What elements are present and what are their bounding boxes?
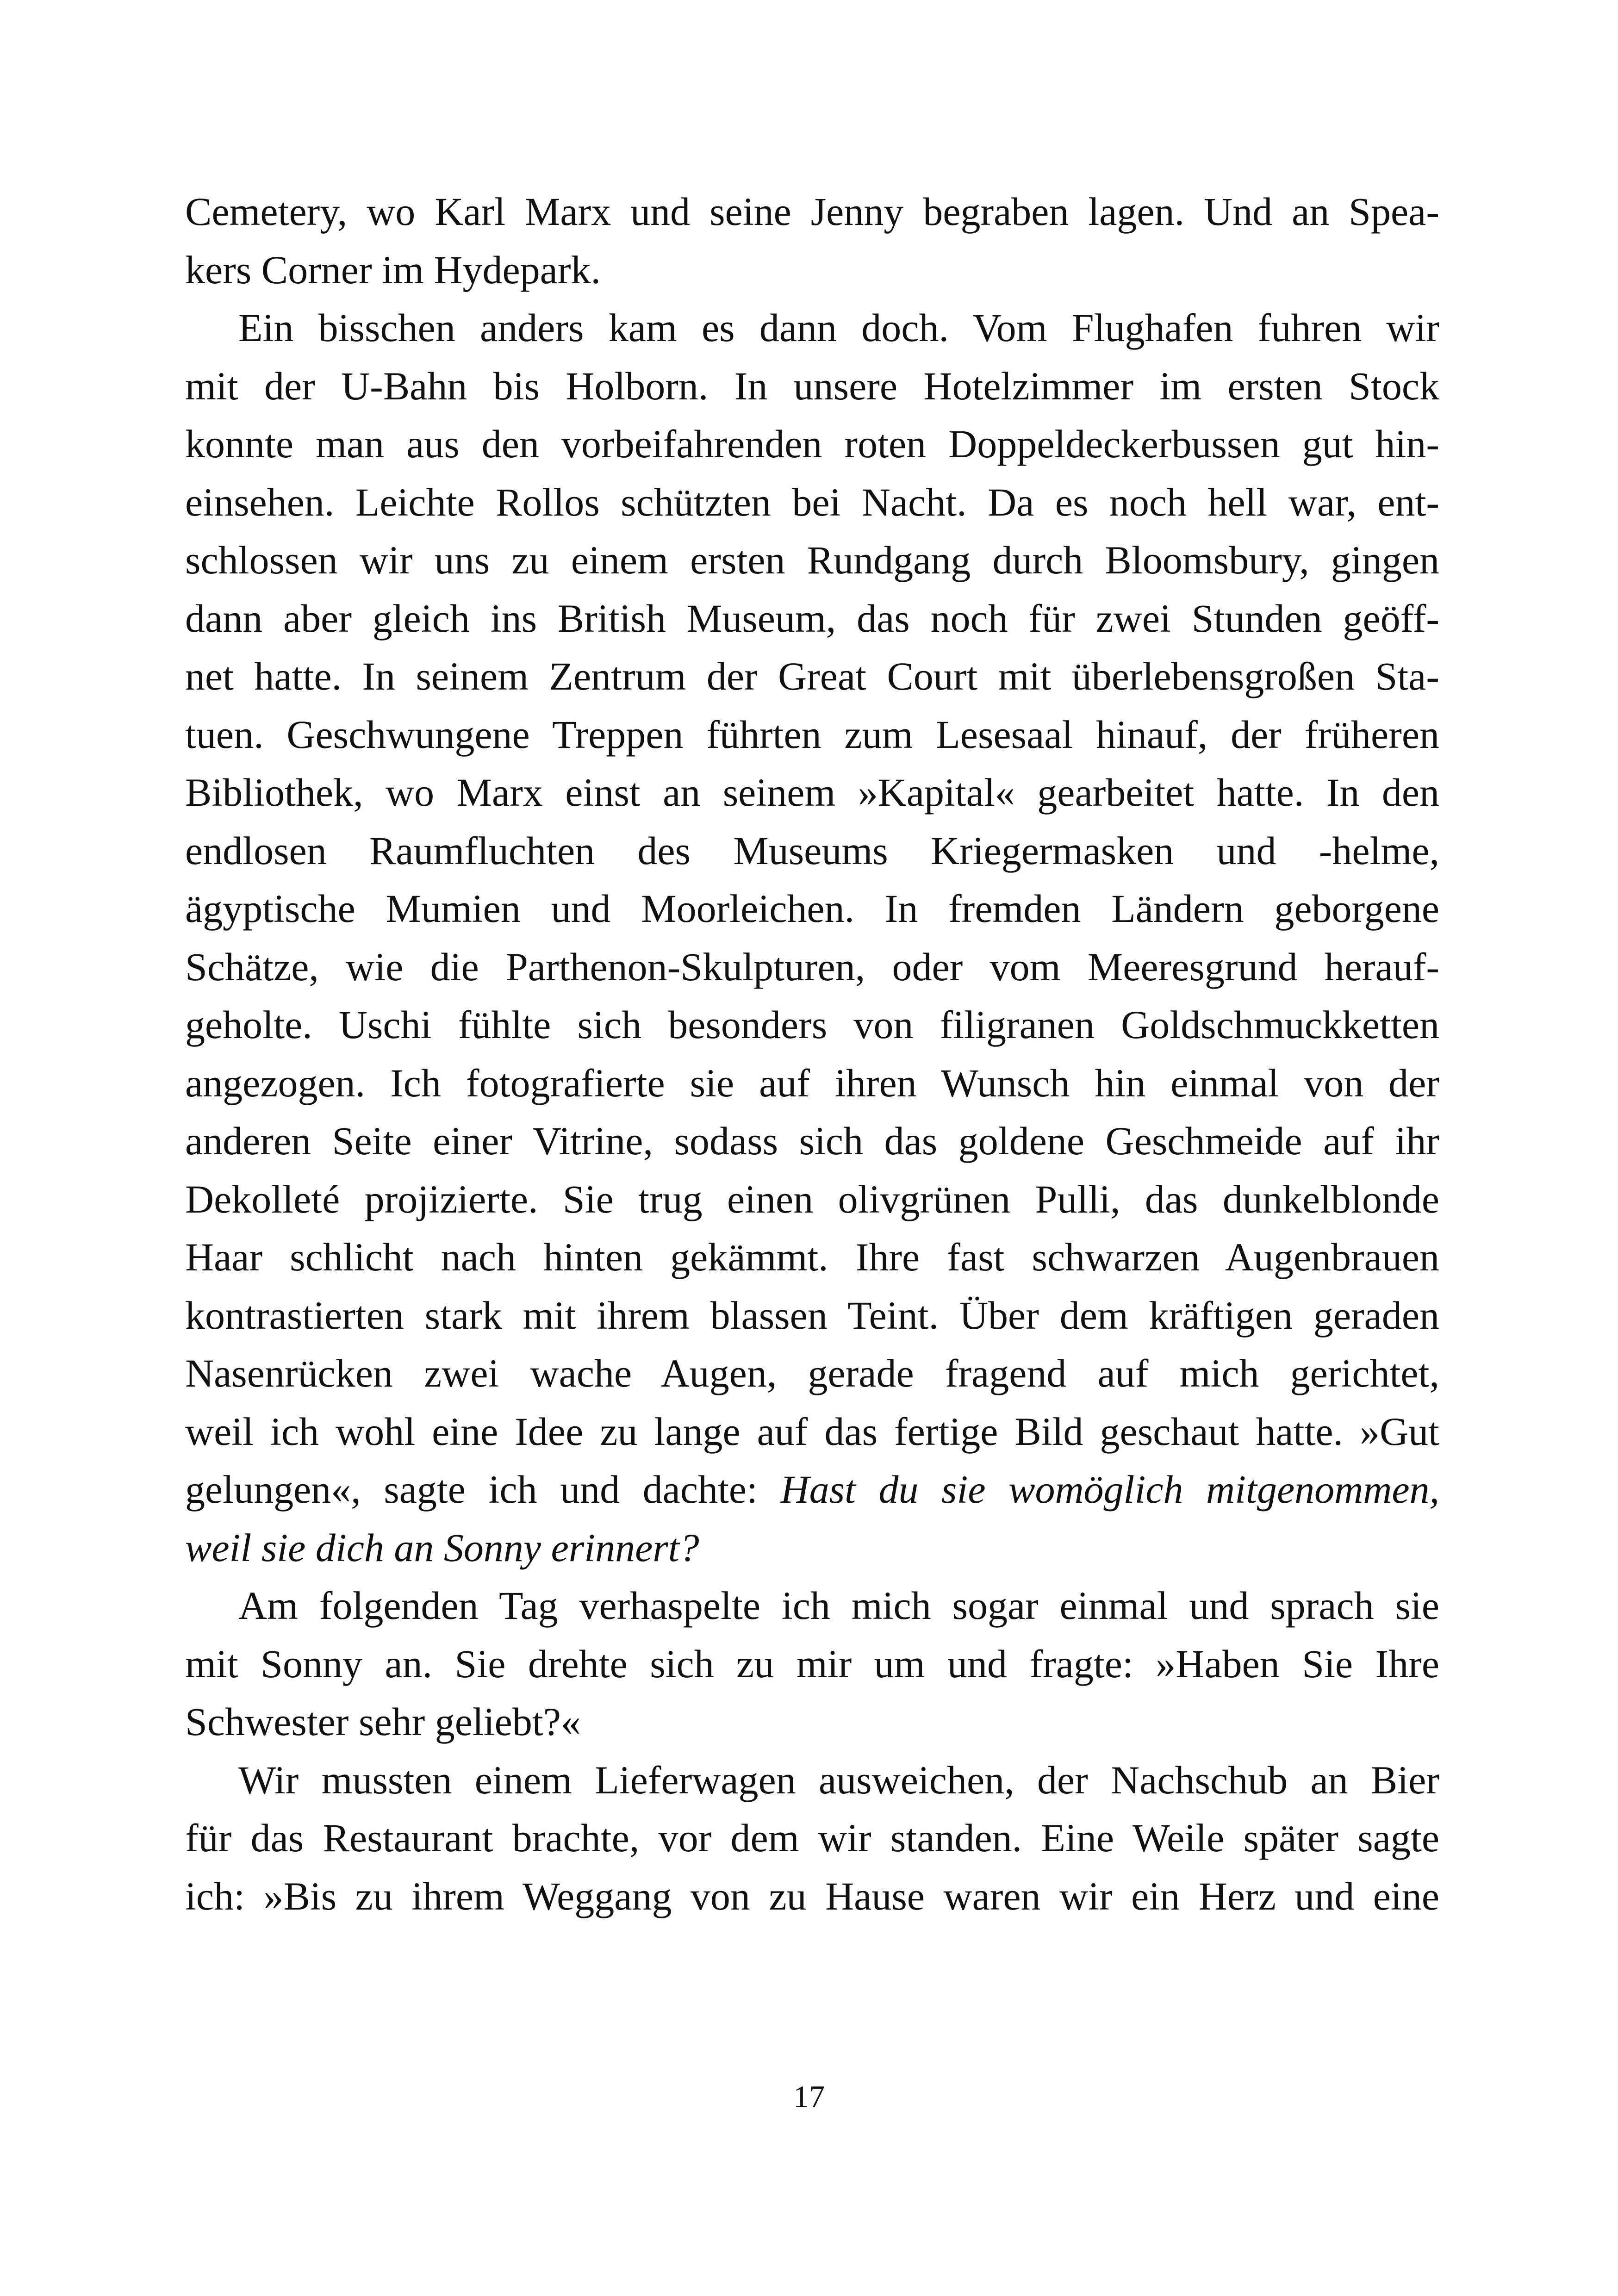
- text-line: anderen Seite einer Vitrine, sodass sich das goldene Geschmeide auf ihr: [185, 1119, 1439, 1163]
- text-roman: gelungen«, sagte ich und dachte:: [185, 1467, 781, 1512]
- text-line: einsehen. Leichte Rollos schützten bei Nacht. Da es noch hell war, ent-: [185, 479, 1439, 524]
- text-line: mit der U-Bahn bis Holborn. In unsere Hotelzimmer im ersten Stock: [185, 363, 1439, 408]
- text-line: Haar schlicht nach hinten gekämmt. Ihre fast schwarzen Augenbrauen: [185, 1235, 1439, 1279]
- text-line: Wir mussten einem Lieferwagen ausweichen, der Nachschub an Bier: [238, 1757, 1439, 1802]
- text-line: ich: »Bis zu ihrem Weggang von zu Hause waren wir ein Herz und eine: [185, 1873, 1439, 1918]
- text-line: Nasenrücken zwei wache Augen, gerade fragend auf mich gerichtet,: [185, 1351, 1439, 1395]
- text-line: angezogen. Ich fotografierte sie auf ihren Wunsch hin einmal von der: [185, 1060, 1439, 1105]
- text-line: schlossen wir uns zu einem ersten Rundgang durch Bloomsbury, gingen: [185, 538, 1439, 582]
- text-line: mit Sonny an. Sie drehte sich zu mir um und fragte: »Haben Sie Ihre: [185, 1641, 1439, 1686]
- text-line: dann aber gleich ins British Museum, das noch für zwei Stunden geöff-: [185, 596, 1439, 641]
- text-line: konnte man aus den vorbeifahrenden roten Doppeldeckerbussen gut hin-: [185, 422, 1439, 466]
- text-line: Schwester sehr geliebt?«: [185, 1699, 581, 1744]
- text-line: kontrastierten stark mit ihrem blassen Teint. Über dem kräftigen geraden: [185, 1293, 1439, 1338]
- text-line: net hatte. In seinem Zentrum der Great Court mit überlebensgroßen Sta-: [185, 654, 1439, 698]
- text-line: Bibliothek, wo Marx einst an seinem »Kapital« gearbeitet hatte. In den: [185, 770, 1439, 815]
- text-line: weil ich wohl eine Idee zu lange auf das fertige Bild geschaut hatte. »Gut: [185, 1409, 1439, 1454]
- text-line: Am folgenden Tag verhaspelte ich mich sogar einmal und sprach sie: [238, 1583, 1439, 1628]
- text-line: [185, 1461, 1439, 1519]
- text-line: kers Corner im Hydepark.: [185, 247, 601, 292]
- text-line: geholte. Uschi fühlte sich besonders von filigranen Goldschmuckketten: [185, 1002, 1439, 1047]
- text-line: Ein bisschen anders kam es dann doch. Vom Flughafen fuhren wir: [238, 305, 1439, 350]
- text-line: ägyptische Mumien und Moorleichen. In fremden Ländern geborgene: [185, 886, 1439, 931]
- text-italic: Hast du sie womöglich mitgenommen,: [780, 1467, 1439, 1512]
- text-line: Schätze, wie die Parthenon-Skulpturen, oder vom Meeresgrund herauf-: [185, 944, 1439, 989]
- text-line: Dekolleté projizierte. Sie trug einen olivgrünen Pulli, das dunkelblonde: [185, 1176, 1439, 1221]
- text-line: für das Restaurant brachte, vor dem wir standen. Eine Weile später sagte: [185, 1816, 1439, 1860]
- text-italic: weil sie dich an Sonny erinnert?: [185, 1525, 699, 1570]
- page-number: 17: [793, 2079, 825, 2114]
- text-line: endlosen Raumfluchten des Museums Kriegermasken und -helme,: [185, 828, 1439, 873]
- text-line: tuen. Geschwungene Treppen führten zum Lesesaal hinauf, der früheren: [185, 712, 1439, 757]
- text-line: [185, 1519, 1439, 1577]
- body-text: [185, 183, 1439, 1925]
- text-line: Cemetery, wo Karl Marx und seine Jenny begraben lagen. Und an Spea-: [185, 189, 1439, 234]
